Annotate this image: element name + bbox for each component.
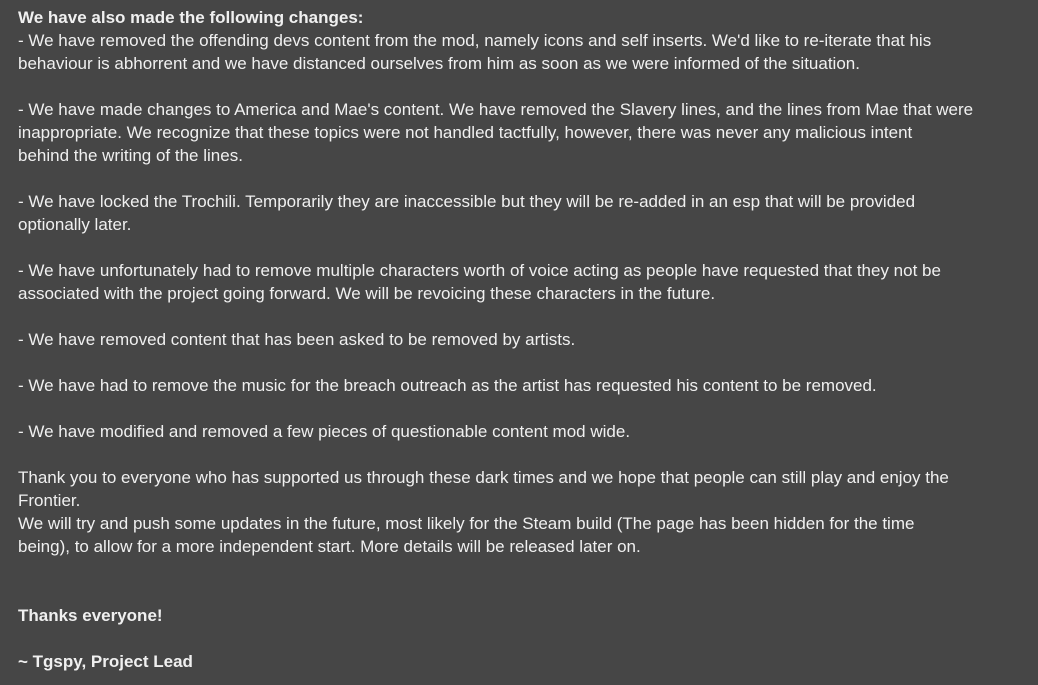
paragraph-line: - We have had to remove the music for the breach outreach as the artist has requested his content to be removed. (18, 376, 877, 395)
paragraph-line: inappropriate. We recognize that these topics were not handled tactfully, however, there was never any malicious intent (18, 123, 913, 142)
paragraph-line: being), to allow for a more independent start. More details will be released later on. (18, 537, 641, 556)
paragraph-line: optionally later. (18, 215, 132, 234)
paragraph-gap (18, 75, 1038, 98)
signature: ~ Tgspy, Project Lead (18, 652, 193, 671)
thanks-line: Thanks everyone! (18, 606, 163, 625)
paragraph-gap (18, 351, 1038, 374)
paragraph-line: behaviour is abhorrent and we have distanced ourselves from him as soon as we were informed of the situation. (18, 54, 860, 73)
paragraph-gap (18, 305, 1038, 328)
changes-heading: We have also made the following changes: (18, 8, 364, 27)
paragraph-line: We will try and push some updates in the future, most likely for the Steam build (The page has been hidden for the time (18, 514, 915, 533)
paragraph-gap (18, 167, 1038, 190)
paragraph-line: associated with the project going forward. We will be revoicing these characters in the future. (18, 284, 716, 303)
paragraph-gap (18, 443, 1038, 466)
paragraph-line: - We have removed content that has been asked to be removed by artists. (18, 330, 576, 349)
paragraph-line: - We have modified and removed a few pieces of questionable content mod wide. (18, 422, 631, 441)
paragraph-line: - We have unfortunately had to remove multiple characters worth of voice acting as people have requested that they not be (18, 261, 941, 280)
paragraph-gap (18, 397, 1038, 420)
paragraph-line: Thank you to everyone who has supported us through these dark times and we hope that people can still play and enjoy the (18, 468, 949, 487)
paragraph-line: behind the writing of the lines. (18, 146, 243, 165)
paragraph-gap (18, 558, 1038, 604)
paragraph-line: - We have locked the Trochili. Temporarily they are inaccessible but they will be re-added in an esp that will be provided (18, 192, 916, 211)
paragraph-gap (18, 627, 1038, 650)
paragraph-line: - We have made changes to America and Mae's content. We have removed the Slavery lines, and the lines from Mae that were (18, 100, 974, 119)
paragraph-gap (18, 236, 1038, 259)
paragraph-line: Frontier. (18, 491, 81, 510)
paragraph-line: - We have removed the offending devs content from the mod, namely icons and self inserts. We'd like to re-iterate that his (18, 31, 932, 50)
